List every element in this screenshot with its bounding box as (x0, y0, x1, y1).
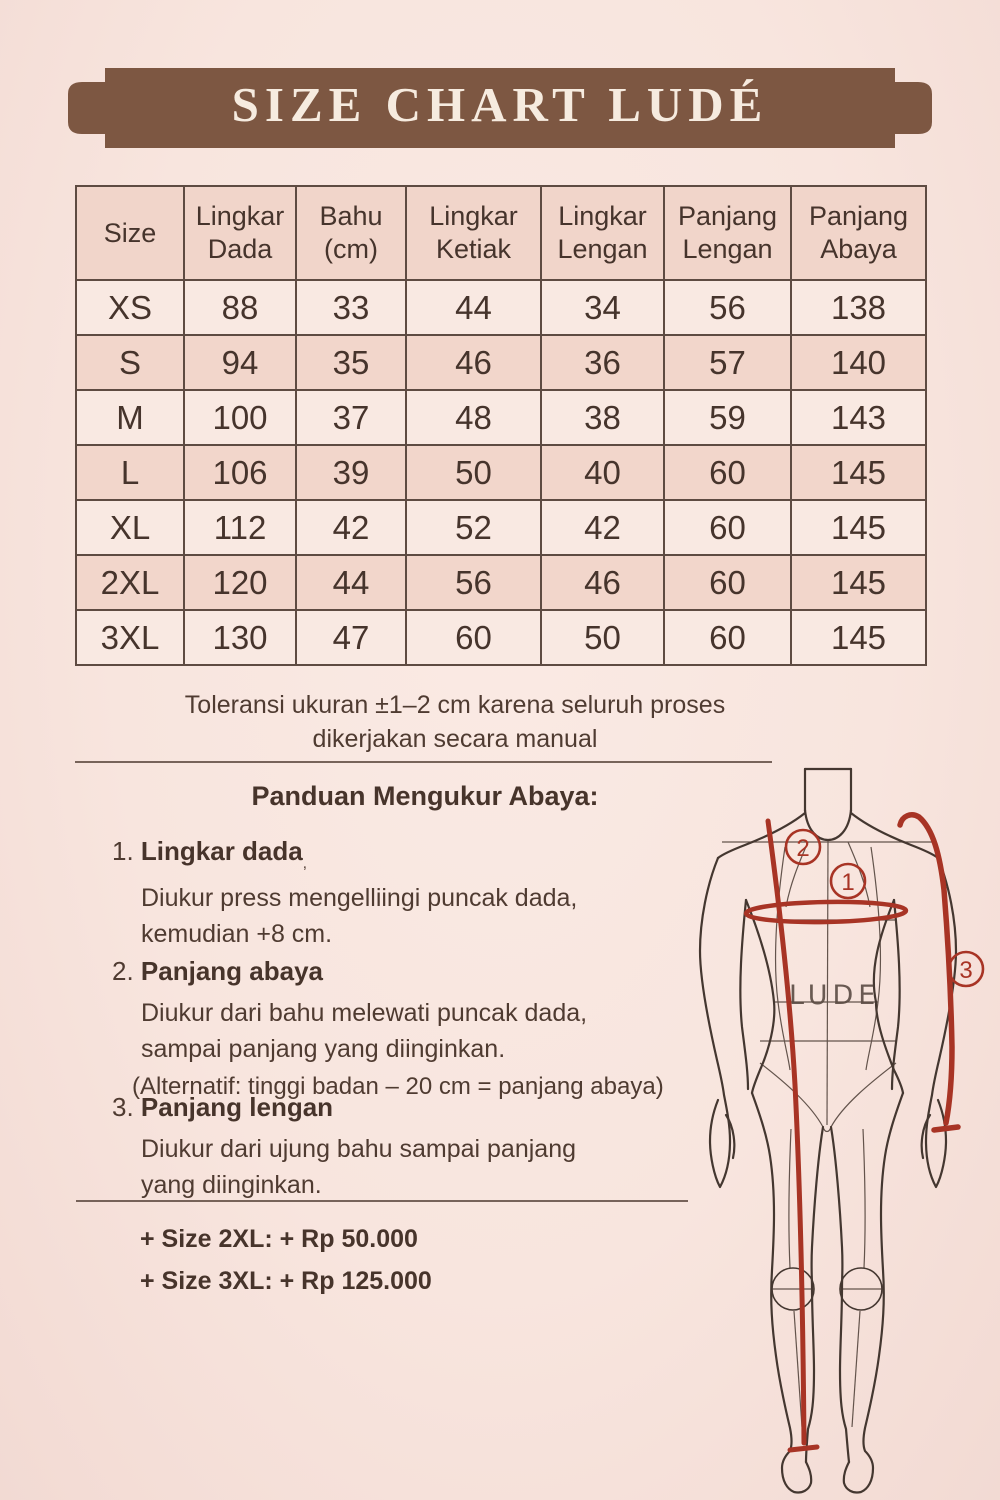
item-number: 1. (112, 836, 134, 866)
table-row-m (76, 390, 926, 445)
cell: 37 (296, 390, 406, 445)
measurement-lines (746, 815, 983, 1450)
item-text: yang diinginkan. (141, 1171, 322, 1199)
cell: 94 (184, 335, 296, 390)
cell: 50 (541, 610, 664, 665)
table-row-xs (76, 280, 926, 335)
item-number: 2. (112, 956, 134, 986)
table-row-2xl (76, 555, 926, 610)
table-row-3xl (76, 610, 926, 665)
item-title: Panjang lengan (140, 1092, 334, 1122)
col-header-size: Size (76, 186, 184, 280)
cell: 60 (664, 500, 791, 555)
cell: 39 (296, 445, 406, 500)
guide-heading: Panduan Mengukur Abaya: (251, 781, 599, 811)
table-row-l (76, 445, 926, 500)
page-title: SIZE CHART LUDÉ (231, 76, 769, 132)
cell: 60 (664, 610, 791, 665)
cell: 33 (296, 280, 406, 335)
cell: 143 (791, 390, 926, 445)
cell: 60 (664, 555, 791, 610)
table-row-s (76, 335, 926, 390)
construction-lines (722, 840, 934, 1427)
cell: 138 (791, 280, 926, 335)
item-text: Diukur press mengelliingi puncak dada, (141, 884, 578, 912)
cell: 100 (184, 390, 296, 445)
cell: 59 (664, 390, 791, 445)
cell: 44 (406, 280, 541, 335)
abaya-length-line (768, 821, 804, 1443)
cell: 46 (406, 335, 541, 390)
cell: 56 (664, 280, 791, 335)
cell: 34 (541, 280, 664, 335)
item-title-mark: , (302, 855, 307, 872)
guide-item-title-line (112, 836, 692, 872)
price-note-3xl: + Size 3XL: + Rp 125.000 (140, 1267, 432, 1295)
cell: 145 (791, 610, 926, 665)
cell: 47 (296, 610, 406, 665)
cell: 106 (184, 445, 296, 500)
tolerance-note (75, 688, 835, 756)
cell: 40 (541, 445, 664, 500)
cell: 48 (406, 390, 541, 445)
size-label: M (76, 390, 184, 445)
cell: 42 (541, 500, 664, 555)
cell: 140 (791, 335, 926, 390)
size-label: L (76, 445, 184, 500)
cell: 38 (541, 390, 664, 445)
size-chart-table (75, 185, 927, 666)
marker-label-2: 2 (796, 835, 810, 862)
cell: 57 (664, 335, 791, 390)
guide-item-lingkar-dada (112, 836, 692, 952)
cell: 46 (541, 555, 664, 610)
cell: 36 (541, 335, 664, 390)
banner (60, 60, 940, 155)
guide-item-panjang-abaya (112, 956, 692, 1107)
cell: 44 (296, 555, 406, 610)
pricing-notes (140, 1218, 432, 1302)
cell: 35 (296, 335, 406, 390)
cell: 60 (664, 445, 791, 500)
col-header-panjang-abaya: Panjang Abaya (791, 186, 926, 280)
marker-label-3: 3 (959, 957, 973, 984)
size-label: 2XL (76, 555, 184, 610)
table-header-row (76, 186, 926, 280)
chest-measure-line (746, 901, 906, 924)
cell: 145 (791, 500, 926, 555)
col-header-lingkar-ketiak: Lingkar Ketiak (406, 186, 541, 280)
body-sketch (690, 755, 1000, 1500)
cell: 112 (184, 500, 296, 555)
size-label: XL (76, 500, 184, 555)
item-title: Panjang abaya (140, 956, 323, 986)
cell: 145 (791, 445, 926, 500)
tolerance-line-2: dikerjakan secara manual (312, 725, 598, 753)
tolerance-line-1: Toleransi ukuran ±1–2 cm karena seluruh proses (184, 691, 726, 719)
cell: 56 (406, 555, 541, 610)
sleeve-length-line (900, 815, 952, 1123)
figure-watermark: LUDE (789, 980, 881, 1011)
col-header-lingkar-lengan: Lingkar Lengan (541, 186, 664, 280)
table-row-xl (76, 500, 926, 555)
item-alt-text: (Alternatif: tinggi badan – 20 cm = panjang abaya) (132, 1073, 664, 1100)
guide-item-panjang-lengan (112, 1092, 692, 1203)
cell: 60 (406, 610, 541, 665)
cell: 130 (184, 610, 296, 665)
marker-label-1: 1 (841, 869, 855, 896)
col-header-lingkar-dada: Lingkar Dada (184, 186, 296, 280)
price-note-2xl: + Size 2XL: + Rp 50.000 (140, 1225, 418, 1253)
cell: 88 (184, 280, 296, 335)
guide-item-title-line (112, 956, 692, 987)
col-header-panjang-lengan: Panjang Lengan (664, 186, 791, 280)
measurement-figure (690, 755, 1000, 1500)
size-label: S (76, 335, 184, 390)
cell: 50 (406, 445, 541, 500)
item-number: 3. (112, 1092, 134, 1122)
item-text: Diukur dari bahu melewati puncak dada, (141, 999, 588, 1027)
cell: 52 (406, 500, 541, 555)
divider-bottom (76, 1200, 688, 1202)
size-label: XS (76, 280, 184, 335)
item-text: kemudian +8 cm. (141, 920, 333, 948)
item-text: sampai panjang yang diinginkan. (141, 1035, 506, 1063)
divider-top (75, 761, 772, 763)
item-text: Diukur dari ujung bahu sampai panjang (141, 1135, 577, 1163)
cell: 145 (791, 555, 926, 610)
guide-item-title-line (112, 1092, 692, 1123)
size-label: 3XL (76, 610, 184, 665)
cell: 120 (184, 555, 296, 610)
item-title: Lingkar dada (140, 836, 303, 866)
col-header-bahu: Bahu (cm) (296, 186, 406, 280)
cell: 42 (296, 500, 406, 555)
